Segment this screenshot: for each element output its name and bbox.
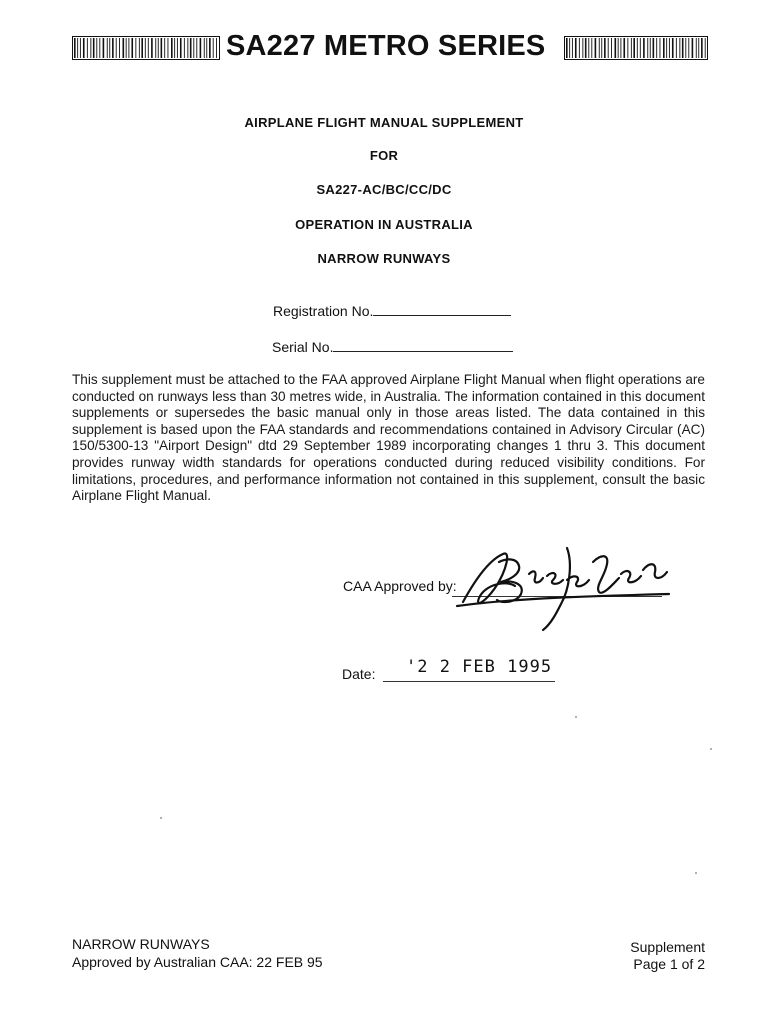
date-line	[383, 681, 555, 682]
footer-right	[630, 939, 705, 973]
supplement-body-paragraph: This supplement must be attached to the FAA approved Airplane Flight Manual when flight operations are conducted on runways less than 30 metres wide, in Australia. The information contained in this document supplements or supersedes the basic manual only in those areas listed. The data contained in this supplement is based upon the FAA standards and recommendations contained in Advisory Circular (AC) 150/5300-13 "Airport Design" dtd 29 September 1989 incorporating changes 1 thru 3. This document provides runway width standards for operations conducted during reduced visibility conditions. For limitations, procedures, and performance information not contained in this supplement, consult the basic Airplane Flight Manual.	[72, 372, 705, 504]
registration-label: Registration No.	[273, 303, 374, 319]
footer-left	[72, 935, 323, 971]
registration-blank	[373, 303, 511, 316]
model-designation: SA227-AC/BC/CC/DC	[316, 182, 452, 197]
caa-approved-label: CAA Approved by:	[343, 578, 457, 594]
heading-for: FOR	[369, 148, 399, 163]
registration-field	[273, 303, 511, 319]
header-band	[72, 32, 708, 66]
serial-label: Serial No.	[272, 339, 334, 355]
runways-heading: NARROW RUNWAYS	[317, 251, 451, 266]
scan-speck	[575, 716, 577, 718]
series-title: SA227 METRO SERIES	[226, 30, 546, 62]
serial-field	[272, 339, 513, 355]
scan-speck	[160, 817, 162, 819]
date-label: Date:	[342, 666, 376, 682]
barcode-right-decoration	[564, 36, 708, 60]
footer-doc-type: Supplement	[630, 939, 705, 955]
date-stamp: '2 2 FEB 1995	[406, 657, 553, 677]
scan-speck	[695, 872, 697, 874]
barcode-left-decoration	[72, 36, 220, 60]
serial-blank	[333, 339, 513, 352]
footer-page-number: Page 1 of 2	[633, 956, 705, 972]
footer-approval-note: Approved by Australian CAA: 22 FEB 95	[72, 954, 323, 970]
operation-heading: OPERATION IN AUSTRALIA	[295, 217, 473, 232]
footer-section-name: NARROW RUNWAYS	[72, 936, 210, 952]
scan-speck	[710, 748, 712, 750]
supplement-heading: AIRPLANE FLIGHT MANUAL SUPPLEMENT	[244, 115, 524, 130]
handwritten-signature	[455, 540, 675, 632]
